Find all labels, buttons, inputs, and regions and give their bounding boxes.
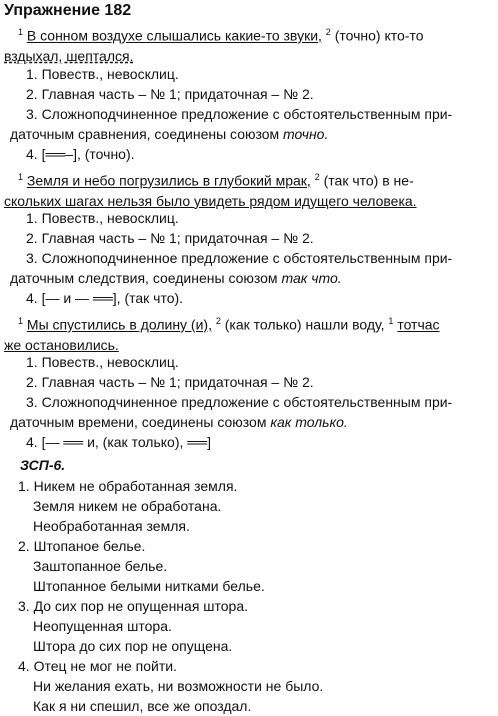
zsp-variant: Как я ни спешил, все же опоздал. <box>33 698 252 714</box>
sentence-2 <box>4 167 492 211</box>
analysis-1 <box>10 64 492 164</box>
scheme: 4. [══–], (точно). <box>26 146 135 162</box>
section-title: ЗСП-6. <box>20 457 66 473</box>
analysis-item-continuation: даточным времени, соединены союзом как только. <box>10 414 348 430</box>
zsp-item: 3. До сих пор не опущенная штора. <box>18 598 249 614</box>
part-number: 1 <box>18 172 24 182</box>
zsp-variant: Штопанное белыми нитками белье. <box>33 578 265 594</box>
analysis-item: 3. Сложноподчиненное предложение с обстоятельственным при- <box>26 394 453 410</box>
zsp-variant: Штора до сих пор не опущена. <box>33 638 233 654</box>
zsp-variant: Неопущенная штора. <box>33 618 172 634</box>
zsp-variant: Ни желания ехать, ни возможности не было. <box>33 678 324 694</box>
scheme: 4. [— и — ══], (так что). <box>26 290 184 306</box>
zsp-variant: Необработанная земля. <box>33 518 190 534</box>
analysis-item: 3. Сложноподчиненное предложение с обстоятельственным при- <box>26 250 453 266</box>
part-number: 1 <box>18 27 24 37</box>
zsp-list <box>18 476 323 716</box>
analysis-2 <box>10 208 492 308</box>
part-number: 2 <box>314 172 320 182</box>
sentence-part: В сонном воздухе слышались какие-то звуки, <box>26 27 322 44</box>
sentence-continuation: вздыхал, шептался. <box>4 47 134 64</box>
zsp-variant: Заштопанное белье. <box>33 558 168 574</box>
sentence-part: (точно) кто-то <box>334 27 424 44</box>
sentence-part: (как только) нашли воду, <box>224 316 385 333</box>
zsp-item: 1. Никем не обработанная земля. <box>18 478 238 494</box>
part-number: 1 <box>388 316 394 326</box>
sentence-part: (так что) в не- <box>323 172 414 189</box>
sentence-continuation: же остановились. <box>4 336 119 353</box>
analysis-item-continuation: даточным следствия, соединены союзом так что. <box>10 270 342 286</box>
analysis-item: 2. Главная часть – № 1; придаточная – № 2. <box>26 374 314 390</box>
analysis-item: 2. Главная часть – № 1; придаточная – № 2. <box>26 86 314 102</box>
scheme: 4. [— ══ и, (как только), ══] <box>26 434 212 450</box>
sentence-part: Мы спустились в долину (и), <box>26 316 212 333</box>
sentence-part: тотчас <box>397 316 440 333</box>
part-number: 2 <box>215 316 221 326</box>
zsp-item: 2. Штопаное белье. <box>18 538 146 554</box>
analysis-item: 1. Повеств., невосклиц. <box>26 66 179 82</box>
zsp-variant: Земля никем не обработана. <box>33 498 222 514</box>
exercise-title: Упражнение 182 <box>4 2 132 19</box>
analysis-item: 3. Сложноподчиненное предложение с обстоятельственным при- <box>26 106 453 122</box>
sentence-part: Земля и небо погрузились в глубокий мрак, <box>26 172 311 189</box>
analysis-item: 1. Повеств., невосклиц. <box>26 210 179 226</box>
sentence-continuation: скольких шагах нельзя было увидеть рядом идущего человека. <box>4 192 417 209</box>
sentence-1 <box>4 22 492 66</box>
zsp-item: 4. Отец не мог не пойти. <box>18 658 177 674</box>
analysis-item: 1. Повеств., невосклиц. <box>26 354 179 370</box>
part-number: 2 <box>325 27 331 37</box>
analysis-item-continuation: даточным сравнения, соединены союзом точно. <box>10 126 329 142</box>
part-number: 1 <box>18 316 24 326</box>
analysis-3 <box>10 352 492 452</box>
sentence-3 <box>4 311 492 355</box>
analysis-item: 2. Главная часть – № 1; придаточная – № 2. <box>26 230 314 246</box>
